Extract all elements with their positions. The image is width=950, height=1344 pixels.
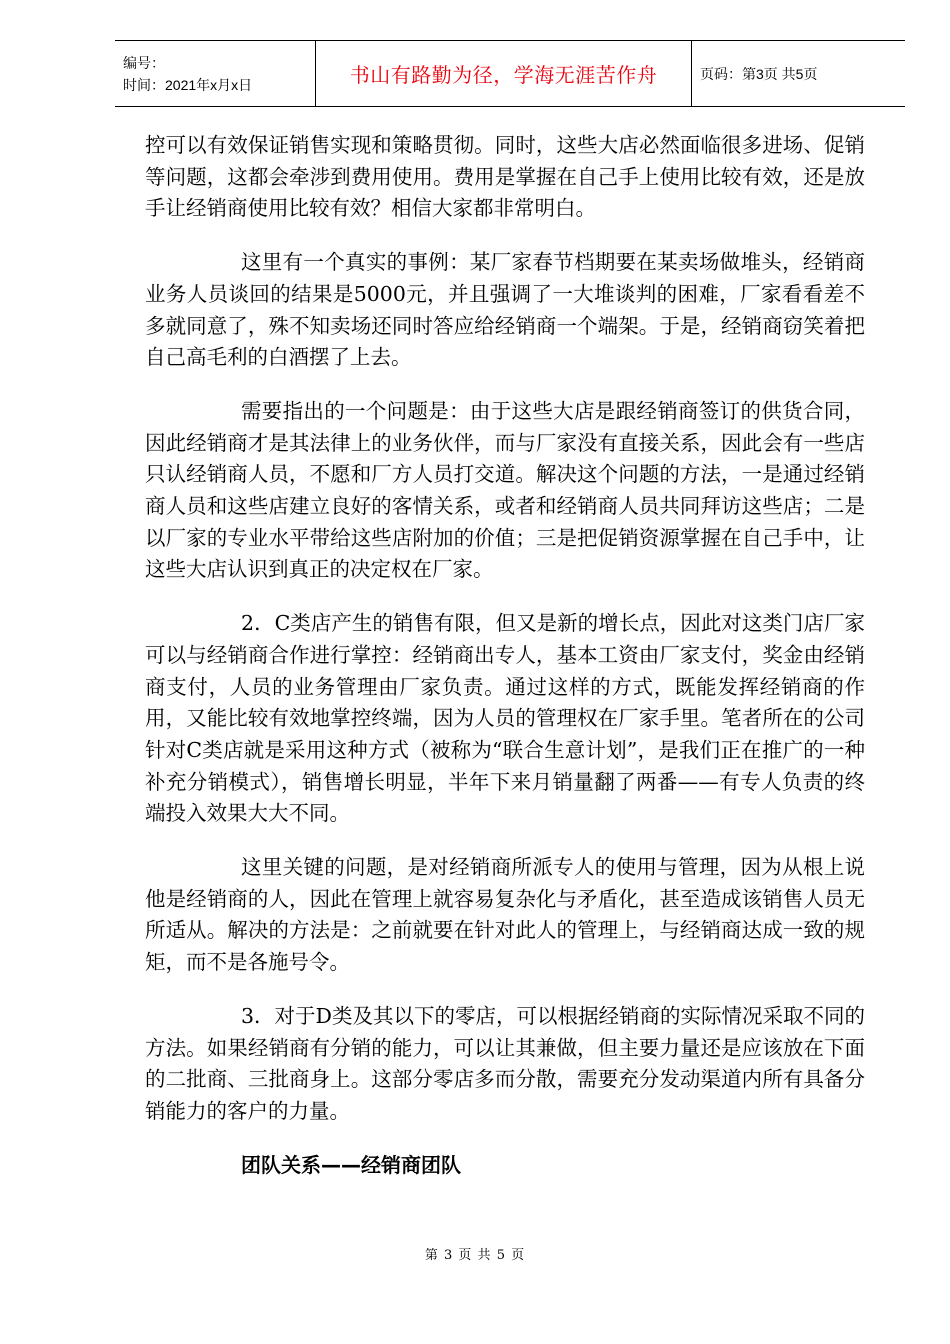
body-paragraph: 3．对于D类及其以下的零店，可以根据经销商的实际情况采取不同的方法。如果经销商有分销的能力，可以让其兼做，但主要力量还是应该放在下面的二批商、三批商身上。这部分零店多而分散，需要充分发动渠道内所有具备分销能力的客户的力量。	[145, 1003, 865, 1123]
document-time-label: 时间：2021年x月x日	[123, 76, 253, 93]
page-header	[115, 40, 905, 107]
body-paragraph: 2．C类店产生的销售有限，但又是新的增长点，因此对这类门店厂家可以与经销商合作进行掌控：经销商出专人，基本工资由厂家支付，奖金由经销商支付，人员的业务管理由厂家负责。通过这样的方式，既能发挥经销商的作用，又能比较有效地掌控终端，因为人员的管理权在厂家手里。笔者所在的公司针对C类店就是采用这种方式（被称为“联合生意计划”，是我们正在推广的一种补充分销模式），销售增长明显，半年下来月销量翻了两番——有专人负责的终端投入效果大大不同。	[145, 611, 865, 826]
body-paragraph: 控可以有效保证销售实现和策略贯彻。同时，这些大店必然面临很多进场、促销等问题，这都会牵涉到费用使用。费用是掌握在自己手上使用比较有效，还是放手让经销商使用比较有效？相信大家都非常明白。	[145, 133, 865, 221]
header-motto: 书山有路勤为径，学海无涯苦作舟	[349, 63, 658, 87]
page-footer: 第 3 页 共 5 页	[424, 1248, 526, 1263]
section-heading: 团队关系——经销商团队	[241, 1152, 461, 1177]
header-motto-cell	[316, 41, 692, 107]
header-page-cell	[692, 41, 906, 107]
header-meta-cell	[115, 41, 316, 107]
document-body	[145, 130, 865, 1181]
body-paragraph: 需要指出的一个问题是：由于这些大店是跟经销商签订的供货合同，因此经销商才是其法律上的业务伙伴，而与厂家没有直接关系，因此会有一些店只认经销商人员，不愿和厂方人员打交道。解决这个问题的方法，一是通过经销商人员和这些店建立良好的客情关系，或者和经销商人员共同拜访这些店；二是以厂家的专业水平带给这些店附加的价值；三是把促销资源掌握在自己手中，让这些大店认识到真正的决定权在厂家。	[145, 398, 865, 582]
document-number-label: 编号：	[123, 54, 165, 71]
body-paragraph: 这里有一个真实的事例：某厂家春节档期要在某卖场做堆头，经销商业务人员谈回的结果是5000元，并且强调了一大堆谈判的困难，厂家看看差不多就同意了，殊不知卖场还同时答应给经销商一个端架。于是，经销商窃笑着把自己高毛利的白酒摆了上去。	[145, 250, 865, 370]
body-paragraph: 这里关键的问题，是对经销商所派专人的使用与管理，因为从根上说他是经销商的人，因此在管理上就容易复杂化与矛盾化，甚至造成该销售人员无所适从。解决的方法是：之前就要在针对此人的管理上，与经销商达成一致的规矩，而不是各施号令。	[145, 855, 865, 975]
header-page-info: 页码：第3页 共5页	[700, 65, 818, 82]
